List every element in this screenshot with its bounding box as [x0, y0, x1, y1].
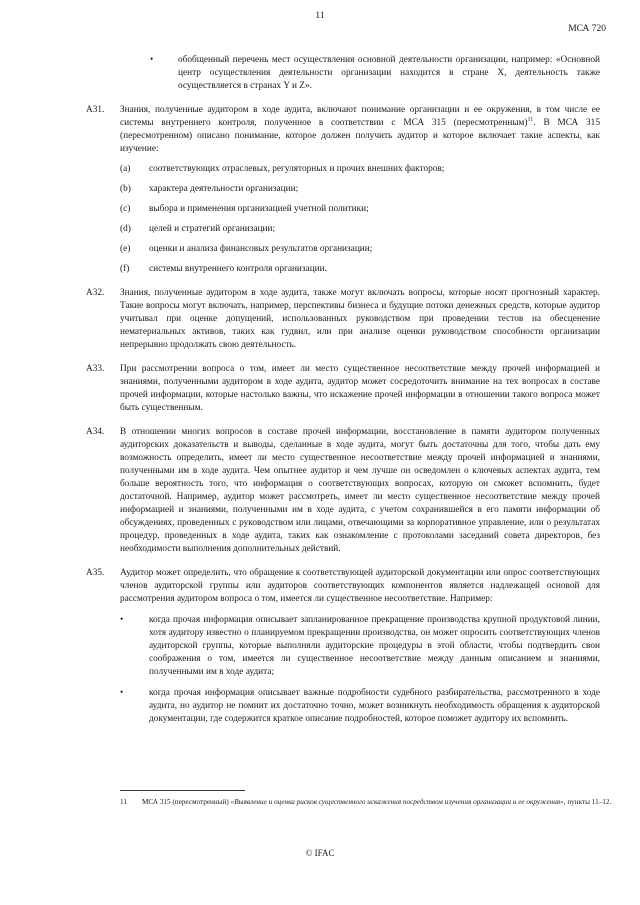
list-marker: (d): [120, 224, 131, 234]
list-marker: (e): [120, 244, 131, 254]
list-item-text: выбора и применения организацией учетной политики;: [149, 204, 369, 214]
list-item-b: [120, 183, 600, 196]
paragraph-text: При рассмотрении вопроса о том, имеет ли место существенное несоответствие между прочей информацией и знаниями, полученными аудитором в ходе аудита, аудитор может сосредоточить внимание на тех вопросах в составе прочей информации, которые настолько важны, что искажение прочей информации в отношении такого вопроса может быть существенным.: [120, 364, 600, 413]
paragraph-a31: [86, 104, 600, 276]
sub-bullet-2: [120, 687, 600, 726]
footnote: [120, 797, 622, 808]
footnote-title: «Выявление и оценка рисков существенного искажения посредством изучения организации и ее окружения»: [230, 798, 564, 806]
standard-code: МСА 720: [568, 24, 606, 34]
paragraph-text: Аудитор может определить, что обращение к соответствующей аудиторской документации или опрос соответствующих членов аудиторской группы или аудиторов соответствующих компонентов является надлежащей основой для рассмотрения аудитором вопроса о том, имеется ли существенное несоответствие. Например:: [120, 568, 600, 604]
paragraph-number: A33.: [86, 364, 105, 374]
paragraph-text: [120, 104, 600, 156]
paragraph-a35: [86, 567, 600, 726]
paragraph-text-part: Знания, полученные аудитором в ходе аудита, включают понимание организации и ее окружения, в том числе ее системы внутреннего контроля, полученное в соответствии с МСА 315 (пересмотренным): [120, 105, 600, 128]
footnote-divider: [120, 790, 245, 791]
top-bullet: [120, 54, 600, 93]
paragraph-number: A32.: [86, 288, 105, 298]
page-number: 11: [315, 11, 325, 21]
page-content: [86, 54, 600, 737]
paragraph-a34: [86, 426, 600, 556]
footnote-number: 11: [120, 798, 127, 806]
bullet-text: когда прочая информация описывает важные подробности судебного разбирательства, рассмотренного в ходе аудита, но аудитор не помнит их достаточно точно, может возникнуть необходимость обращения к аудиторской документации, где содержится краткое описание подробностей, которое поможет аудитору их вспомнить.: [149, 688, 600, 724]
paragraph-text: Знания, полученные аудитором в ходе аудита, также могут включать вопросы, которые носят прогнозный характер. Такие вопросы могут включать, например, перспективы бизнеса и будущие потоки денежных средств, которые аудитор учитывал при оценке допущений, использованных руководством при проведении тестов на обесценение нематериальных активов, таких как гудвил, или при анализе оценки руководством способности организации непрерывно продолжать свою деятельность.: [120, 288, 600, 350]
bullet-mark: •: [120, 688, 124, 698]
bullet-mark: •: [150, 55, 154, 65]
list-item-text: соответствующих отраслевых, регуляторных и прочих внешних факторов;: [149, 164, 445, 174]
list-item-text: характера деятельности организации;: [149, 184, 299, 194]
sub-bullet-1: [120, 614, 600, 679]
list-item-text: целей и стратегий организации;: [149, 224, 276, 234]
list-item-text: оценки и анализа финансовых результатов организации;: [149, 244, 373, 254]
paragraph-number: A35.: [86, 568, 105, 578]
bullet-text: обобщенный перечень мест осуществления основной деятельности организации, например: «Основной центр осуществления деятельности организации находится в стране X, деятельность также осуществляется в странах Y и Z».: [178, 55, 600, 91]
list-item-f: [120, 263, 600, 276]
paragraph-a33: [86, 363, 600, 415]
paragraph-text-part: . В МСА 315 (пересмотренном) описано понимание, которое должен получить аудитор и которое включает такие аспекты, как изучение:: [120, 118, 600, 154]
bullet-mark: •: [120, 615, 124, 625]
list-marker: (c): [120, 204, 131, 214]
footnote-text: МСА 315 (пересмотренный): [142, 798, 231, 806]
paragraph-number: A31.: [86, 105, 105, 115]
list-marker: (b): [120, 184, 131, 194]
list-item-d: [120, 223, 600, 236]
list-item-a: [120, 163, 600, 176]
list-marker: (a): [120, 164, 131, 174]
paragraph-a32: [86, 287, 600, 352]
paragraph-text: В отношении многих вопросов в составе прочей информации, восстановление в памяти аудитором полученных аудиторских доказательств и выводы, сделанные в ходе аудита, могут быть достаточны для того, чтобы дать ему возможность определить, имеет ли место существенное несоответствие между прочей информацией и знаниями, полученными им в ходе аудита. Чем опытнее аудитор и чем лучше он осведомлен о ключевых аспектах аудита, тем больше вероятность того, что информация о соответствующих вопросах, которую он сможет вспомнить, будет достаточной. Например, аудитор может рассмотреть, имеет ли место существенное несоответствие между прочей информацией и знаниями, полученными им в ходе аудита, с учетом сохранившейся в его памяти информации об обсуждениях, проведенных с руководством или лицами, отвечающими за корпоративное управление, или о результатах процедур, проведенных в ходе аудита, таких как ознакомление с протоколами заседаний совета директоров, без необходимости выполнения дополнительных действий.: [120, 427, 600, 554]
list-marker: (f): [120, 264, 130, 274]
list-item-e: [120, 243, 600, 256]
bullet-text: когда прочая информация описывает запланированное прекращение производства крупной продуктовой линии, хотя аудитору известно о планируемом прекращении производства, он может опросить соответствующих членов аудиторской группы, которые выполняли аудиторские процедуры в этой области, чтобы подтвердить свои соображения о том, имеется ли существенное несоответствие между данным описанием и знаниями, полученными им в ходе аудита;: [149, 615, 600, 677]
footnote-reference: 11: [527, 116, 534, 123]
list-item-text: системы внутреннего контроля организации.: [149, 264, 327, 274]
copyright: © IFAC: [305, 848, 335, 858]
footnote-text-end: , пункты 11–12.: [563, 798, 612, 806]
list-item-c: [120, 203, 600, 216]
paragraph-number: A34.: [86, 427, 105, 437]
